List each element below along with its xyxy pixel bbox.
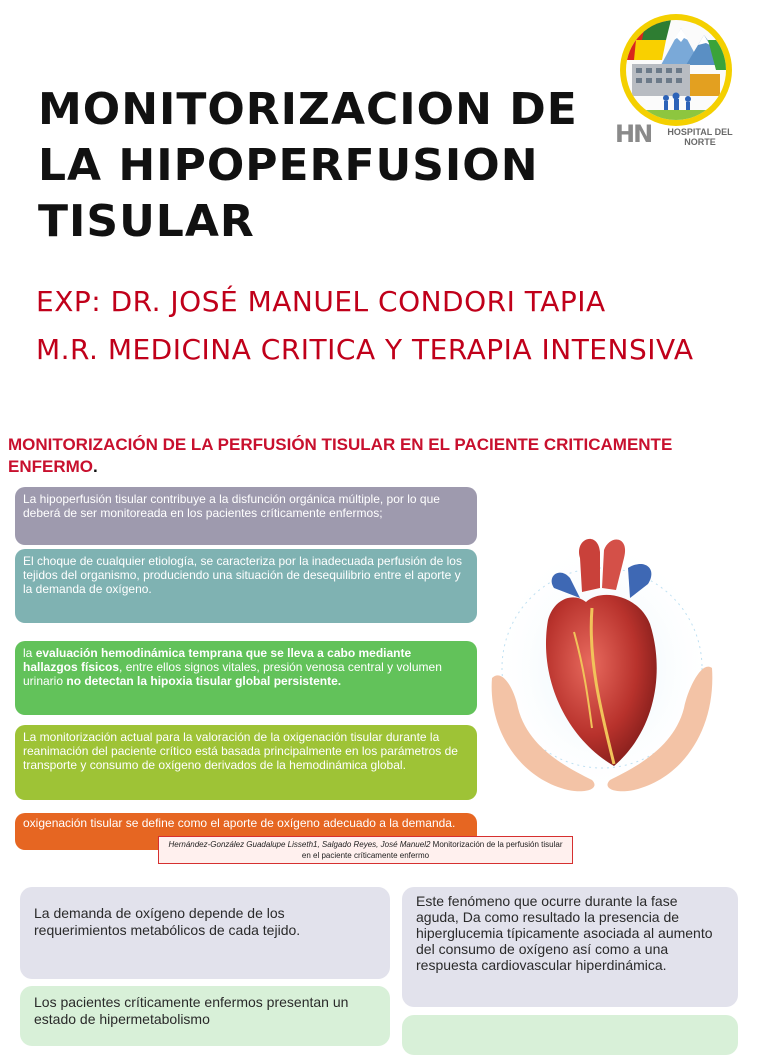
info-box-hypoperfusion — [15, 487, 477, 545]
content-slide-title — [8, 434, 708, 478]
hospital-logo-initials: HN — [615, 120, 652, 148]
card-green-bottom — [402, 1015, 738, 1055]
info-box-hemo-text-2: , entre ellos signos vitales, presión venosa central y volumen urinario — [23, 660, 442, 688]
info-box-hypoperfusion-text: La hipoperfusión tisular contribuye a la disfunción orgánica múltiple, por lo que deberá de ser monitoreada en los pacientes críticamente enfermos; — [23, 492, 440, 520]
card-oxygen-demand — [20, 887, 390, 979]
card-hypermetabolism — [20, 986, 390, 1046]
citation-box — [158, 836, 573, 864]
card-oxygen-demand-text: La demanda de oxígeno depende de los requerimientos metabólicos de cada tejido. — [34, 905, 301, 938]
card-acute-phase-text: Este fenómeno que ocurre durante la fase aguda, Da como resultado la presencia de hiperglucemia típicamente asociada al aumento del consumo de oxígeno así como a una respuesta cardiovascular hiperdinámica. — [416, 893, 713, 973]
info-box-shock-text: El choque de cualquier etiología, se caracteriza por la inadecuada perfusión de los tejidos del organismo, produciendo una situación de desequilibrio entre el aporte y la demanda de oxígeno. — [23, 554, 462, 596]
citation-text: Monitorización de la perfusión tisular en el paciente críticamente enfermo — [301, 840, 563, 860]
presenter-name: EXP: DR. JOSÉ MANUEL CONDORI TAPIA — [36, 285, 606, 318]
hospital-logo-name: HOSPITAL DEL NORTE — [667, 127, 733, 147]
content-slide-title-text: MONITORIZACIÓN DE LA PERFUSIÓN TISULAR EN EL PACIENTE CRITICAMENTE ENFERMO — [8, 435, 673, 476]
slide-title-line-3: TISULAR — [38, 196, 255, 247]
info-box-shock — [15, 549, 477, 623]
info-box-current-monitoring-text: La monitorización actual para la valoración de la oxigenación tisular durante la reanimación del paciente crítico está basada principalmente en los parámetros de transporte y consumo de oxígeno derivados de la hemodinámica global. — [23, 730, 458, 772]
slide-title — [38, 82, 618, 250]
info-box-hemo-bold-1: evaluación hemodinámica temprana que se lleva a cabo mediante hallazgos físicos — [23, 646, 412, 674]
info-box-oxygenation-text: oxigenación tisular se define como el aporte de oxígeno adecuado a la demanda. — [23, 816, 456, 830]
card-acute-phase — [402, 887, 738, 1007]
hospital-logo-icon — [620, 14, 732, 126]
presenter-role: M.R. MEDICINA CRITICA Y TERAPIA INTENSIVA — [36, 333, 694, 366]
info-box-current-monitoring — [15, 725, 477, 800]
content-slide-title-end: . — [93, 457, 98, 476]
citation-authors: Hernández-González Guadalupe Lisseth1, Salgado Reyes, José Manuel2 — [168, 840, 431, 849]
card-hypermetabolism-text: Los pacientes críticamente enfermos presentan un estado de hipermetabolismo — [34, 994, 349, 1027]
slide-title-line-2: LA HIPOPERFUSION — [38, 140, 539, 191]
info-box-hemodynamic-evaluation — [15, 641, 477, 715]
info-box-hemo-bold-2: no detectan la hipoxia tisular global persistente. — [66, 674, 342, 688]
title-slide — [0, 0, 768, 400]
info-box-hemo-text-1: la — [23, 646, 36, 660]
heart-in-hands-icon — [488, 528, 716, 808]
slide-title-line-1: MONITORIZACION DE — [38, 84, 578, 135]
